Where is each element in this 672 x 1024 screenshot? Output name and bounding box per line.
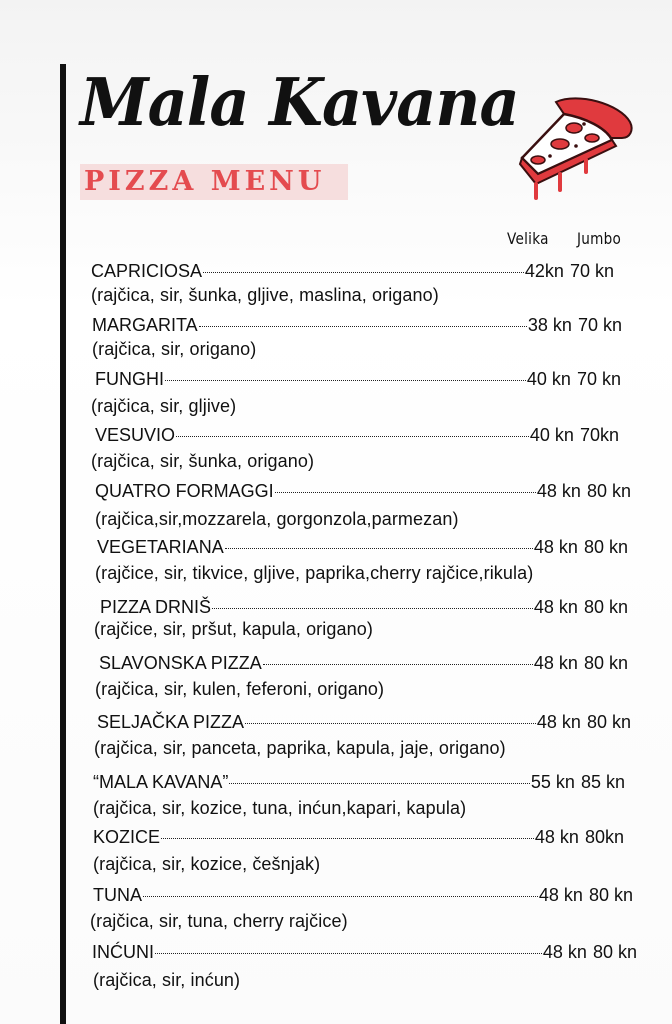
menu-subtitle: PIZZA MENU — [84, 166, 326, 197]
price-velika: 48 kn — [533, 537, 578, 557]
item-ingredients: (rajčica, sir, šunka, gljive, maslina, origano) — [91, 285, 439, 305]
price-velika: 48 kn — [536, 712, 581, 732]
price-velika: 42kn — [524, 261, 564, 281]
item-name: FUNGHI — [95, 369, 164, 389]
dot-leader — [212, 608, 533, 609]
menu-item-slavonska-pizza — [95, 652, 628, 700]
menu-item-seljacka-pizza — [94, 711, 631, 759]
dot-leader — [176, 436, 529, 437]
item-name: TUNA — [93, 885, 142, 905]
price-velika: 38 kn — [527, 315, 572, 335]
dot-leader — [155, 953, 542, 954]
item-ingredients: (rajčica, sir, kozice, tuna, inćun,kapari, kapula) — [93, 798, 467, 818]
price-velika: 48 kn — [538, 885, 583, 905]
price-jumbo: 70 kn — [576, 369, 621, 389]
item-name: VESUVIO — [95, 425, 176, 445]
item-ingredients: (rajčica, sir, origano) — [92, 339, 257, 359]
menu-item-funghi — [91, 368, 621, 417]
item-ingredients: (rajčica, sir, panceta, paprika, kapula, jaje, origano) — [94, 738, 506, 758]
price-velika: 40 kn — [529, 425, 574, 445]
dot-leader — [161, 838, 534, 839]
item-name: INĆUNI — [92, 942, 154, 962]
menu-item-margarita — [92, 314, 622, 360]
menu-item-tuna — [90, 884, 633, 932]
item-name: “MALA KAVANA” — [93, 772, 229, 792]
price-jumbo: 80 kn — [583, 537, 628, 557]
price-velika: 48 kn — [542, 942, 587, 962]
dot-leader — [229, 783, 530, 784]
dot-leader — [203, 272, 524, 273]
menu-item-vesuvio — [91, 424, 619, 472]
item-name: CAPRICIOSA — [91, 261, 203, 281]
dot-leader — [263, 664, 533, 665]
menu-item-kozice — [93, 826, 624, 875]
item-name: SELJAČKA PIZZA — [97, 712, 245, 732]
price-jumbo: 70kn — [579, 425, 619, 445]
price-velika: 48 kn — [533, 597, 578, 617]
item-name: VEGETARIANA — [97, 537, 224, 557]
price-velika: 55 kn — [530, 772, 575, 792]
column-header-jumbo: Jumbo — [577, 229, 622, 248]
pizza-slice-icon — [516, 94, 636, 204]
menu-item-mala-kavana — [93, 771, 625, 819]
price-velika: 40 kn — [526, 369, 571, 389]
left-vertical-rule — [60, 64, 66, 1024]
item-ingredients: (rajčica, sir, šunka, origano) — [91, 451, 315, 471]
item-ingredients: (rajčica, sir, inćun) — [93, 970, 241, 990]
restaurant-title: Mala Kavana — [80, 64, 519, 141]
dot-leader — [245, 723, 536, 724]
dot-leader — [275, 492, 536, 493]
price-jumbo: 80kn — [584, 827, 624, 847]
item-name: KOZICE — [93, 827, 161, 847]
item-ingredients: (rajčica, sir, tuna, cherry rajčice) — [90, 911, 348, 931]
price-jumbo: 80 kn — [583, 653, 628, 673]
item-name: MARGARITA — [92, 315, 198, 335]
price-velika: 48 kn — [536, 481, 581, 501]
dot-leader — [199, 326, 527, 327]
item-ingredients: (rajčice, sir, tikvice, gljive, paprika,cherry rajčice,rikula) — [95, 563, 534, 583]
menu-item-pizza-drnis — [94, 596, 628, 640]
menu-item-incuni — [92, 941, 637, 991]
price-velika: 48 kn — [534, 827, 579, 847]
price-jumbo: 70 kn — [569, 261, 614, 281]
price-jumbo: 80 kn — [588, 885, 633, 905]
price-velika: 48 kn — [533, 653, 578, 673]
item-ingredients: (rajčica, sir, kozice, češnjak) — [93, 854, 321, 874]
item-ingredients: (rajčica, sir, gljive) — [91, 396, 237, 416]
price-jumbo: 80 kn — [592, 942, 637, 962]
item-name: PIZZA DRNIŠ — [100, 597, 212, 617]
item-name: QUATRO FORMAGGI — [95, 481, 274, 501]
menu-item-vegetariana — [97, 536, 628, 584]
item-name: SLAVONSKA PIZZA — [99, 653, 262, 673]
item-ingredients: (rajčice, sir, pršut, kapula, origano) — [94, 619, 373, 639]
price-jumbo: 70 kn — [577, 315, 622, 335]
dot-leader — [143, 896, 538, 897]
dot-leader — [165, 380, 526, 381]
item-ingredients: (rajčica, sir, kulen, feferoni, origano) — [95, 679, 385, 699]
price-jumbo: 80 kn — [586, 712, 631, 732]
price-jumbo: 80 kn — [586, 481, 631, 501]
menu-item-quatro-formaggi — [95, 480, 631, 530]
price-jumbo: 80 kn — [583, 597, 628, 617]
column-header-velika: Velika — [507, 229, 549, 248]
price-jumbo: 85 kn — [580, 772, 625, 792]
dot-leader — [225, 548, 533, 549]
item-ingredients: (rajčica,sir,mozzarela, gorgonzola,parmezan) — [95, 509, 459, 529]
menu-item-capriciosa — [91, 260, 614, 306]
